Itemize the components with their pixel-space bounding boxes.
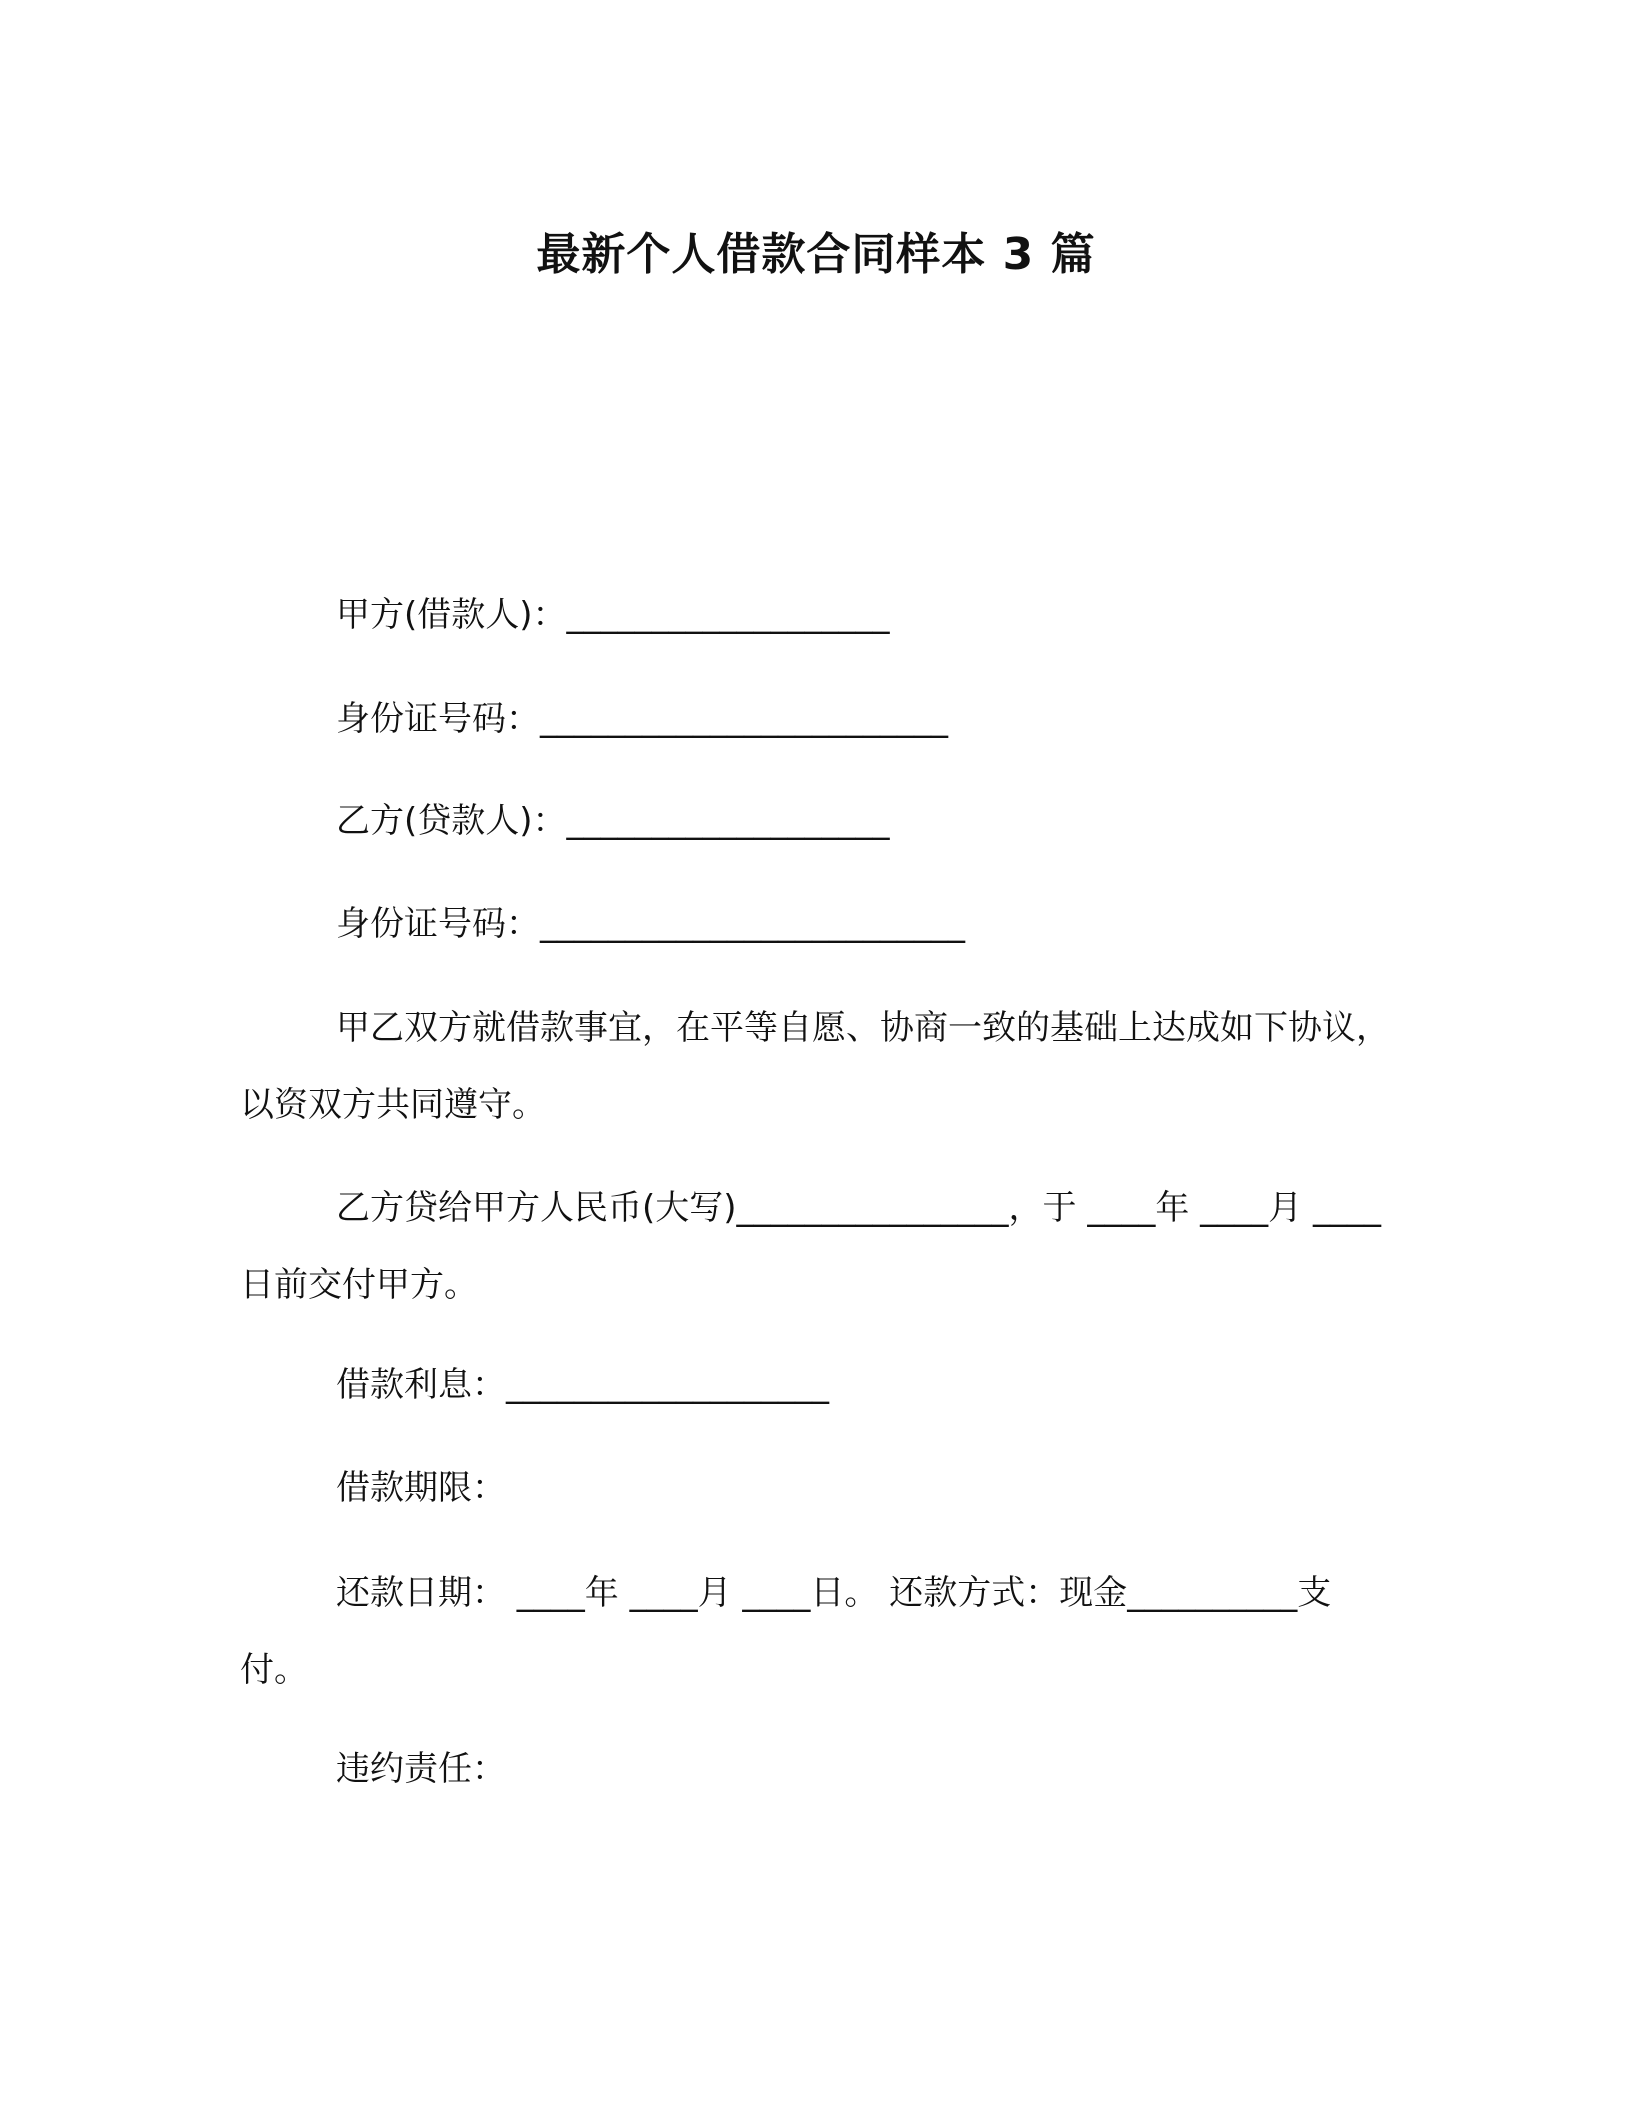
repayment-paragraph: 还款日期： ____年 ____月 ____日。 还款方式：现金__________支付。 <box>240 1573 1332 1690</box>
document-title: 最新个人借款合同样本 3 篇 <box>536 229 1096 280</box>
interest-line: 借款利息：___________________ <box>336 1365 829 1405</box>
lender-line: 乙方(贷款人)：___________________ <box>336 801 890 841</box>
term-line: 借款期限： <box>336 1468 506 1508</box>
borrower-line: 甲方(借款人)：___________________ <box>336 595 890 635</box>
lender-id-line: 身份证号码：_________________________ <box>336 904 965 944</box>
agreement-paragraph: 甲乙双方就借款事宜，在平等自愿、协商一致的基础上达成如下协议，以资双方共同遵守。 <box>240 1008 1390 1125</box>
amount-paragraph: 乙方贷给甲方人民币(大写)________________，于 ____年 ____月 ____日前交付甲方。 <box>240 1188 1381 1305</box>
borrower-id-line: 身份证号码：________________________ <box>336 699 948 739</box>
liability-line: 违约责任： <box>336 1749 506 1789</box>
